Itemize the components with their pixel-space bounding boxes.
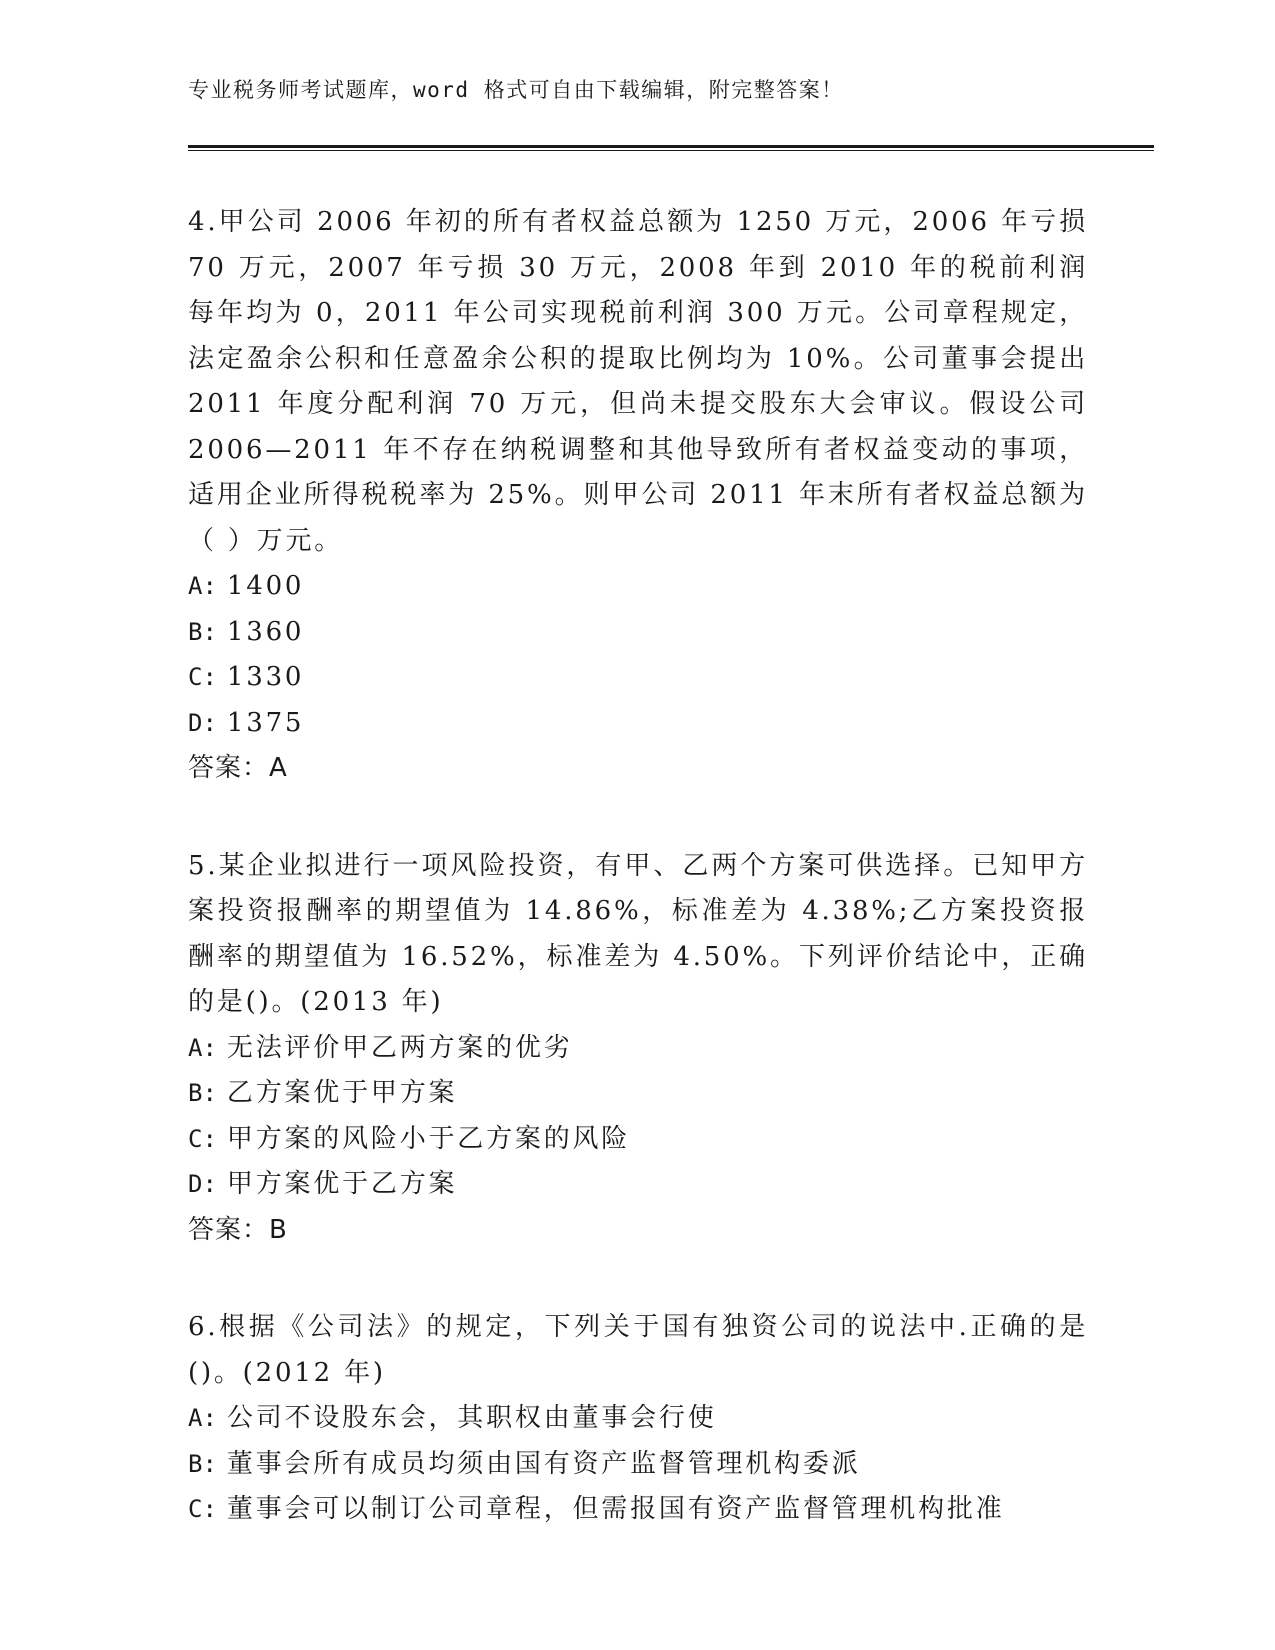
answer-line: 答案：B: [188, 1214, 288, 1245]
header-rule-thick: [188, 145, 1154, 148]
option-key: B:: [188, 1079, 217, 1107]
option-text: 1360: [226, 616, 305, 647]
option-list: [188, 1026, 1088, 1208]
option-key: C:: [188, 1495, 217, 1523]
page-header: 专业税务师考试题库，word 格式可自由下载编辑，附完整答案！: [188, 78, 844, 102]
option-key: A:: [188, 572, 217, 600]
option-text: 董事会可以制订公司章程，但需报国有资产监督管理机构批准: [226, 1494, 1005, 1524]
option-text: 董事会所有成员均须由国有资产监督管理机构委派: [226, 1448, 861, 1479]
option-key: B:: [188, 617, 217, 646]
question-list: [188, 200, 1088, 1585]
option-b: [188, 1442, 1088, 1488]
option-d: [188, 1162, 1088, 1208]
option-list: [188, 1396, 1088, 1533]
option-text: 甲方案优于乙方案: [226, 1169, 458, 1199]
option-text: 甲方案的风险小于乙方案的风险: [226, 1123, 631, 1154]
option-b: [188, 610, 1088, 656]
option-list: [188, 564, 1088, 746]
question-stem: 4.甲公司 2006 年初的所有者权益总额为 1250 万元，2006 年亏损 70 万元，2007 年亏损 30 万元，2008 年到 2010 年的税前利润每年均为 0，2011 年公司实现税前利润 300 万元。公司章程规定，法定盈余公积和任意盈余公积的提取比例均为 10%。公司董事会提出 2011 年度分配利润 70 万元，但尚未提交股东大会审议。假设公司 2006—2011 年不存在纳税调整和其他导致所有者权益变动的事项，适用企业所得税税率为 25%。则甲公司 2011 年末所有者权益总额为（ ）万元。: [188, 207, 1088, 556]
option-c: [188, 1487, 1088, 1533]
option-key: A:: [188, 1404, 217, 1432]
option-text: 无法评价甲乙两方案的优劣: [226, 1032, 573, 1063]
option-key: D:: [188, 708, 217, 737]
option-a: [188, 1396, 1088, 1442]
question-4: [188, 200, 1088, 792]
option-a: [188, 564, 1088, 610]
header-rule-thin: [188, 150, 1154, 151]
option-text: 乙方案优于甲方案: [226, 1078, 458, 1108]
answer-line: 答案：A: [188, 753, 288, 783]
question-5: [188, 844, 1088, 1254]
option-text: 1330: [226, 662, 305, 692]
option-text: 1375: [226, 707, 305, 738]
option-text: 1400: [226, 571, 305, 601]
option-text: 公司不设股东会，其职权由董事会行使: [226, 1403, 717, 1433]
option-c: [188, 655, 1088, 701]
option-c: [188, 1117, 1088, 1163]
option-key: B:: [188, 1449, 217, 1478]
option-key: C:: [188, 663, 217, 691]
option-key: A:: [188, 1033, 217, 1062]
question-6: [188, 1305, 1088, 1533]
question-stem: 6.根据《公司法》的规定，下列关于国有独资公司的说法中.正确的是()。(2012 年): [188, 1312, 1088, 1388]
question-stem: 5.某企业拟进行一项风险投资，有甲、乙两个方案可供选择。已知甲方案投资报酬率的期望值为 14.86%，标准差为 4.38%;乙方案投资报酬率的期望值为 16.52%，标准差为 4.50%。下列评价结论中，正确的是()。(2013 年): [188, 850, 1088, 1017]
option-b: [188, 1071, 1088, 1117]
option-key: C:: [188, 1124, 217, 1153]
option-d: [188, 701, 1088, 747]
option-a: [188, 1026, 1088, 1072]
option-key: D:: [188, 1170, 217, 1198]
